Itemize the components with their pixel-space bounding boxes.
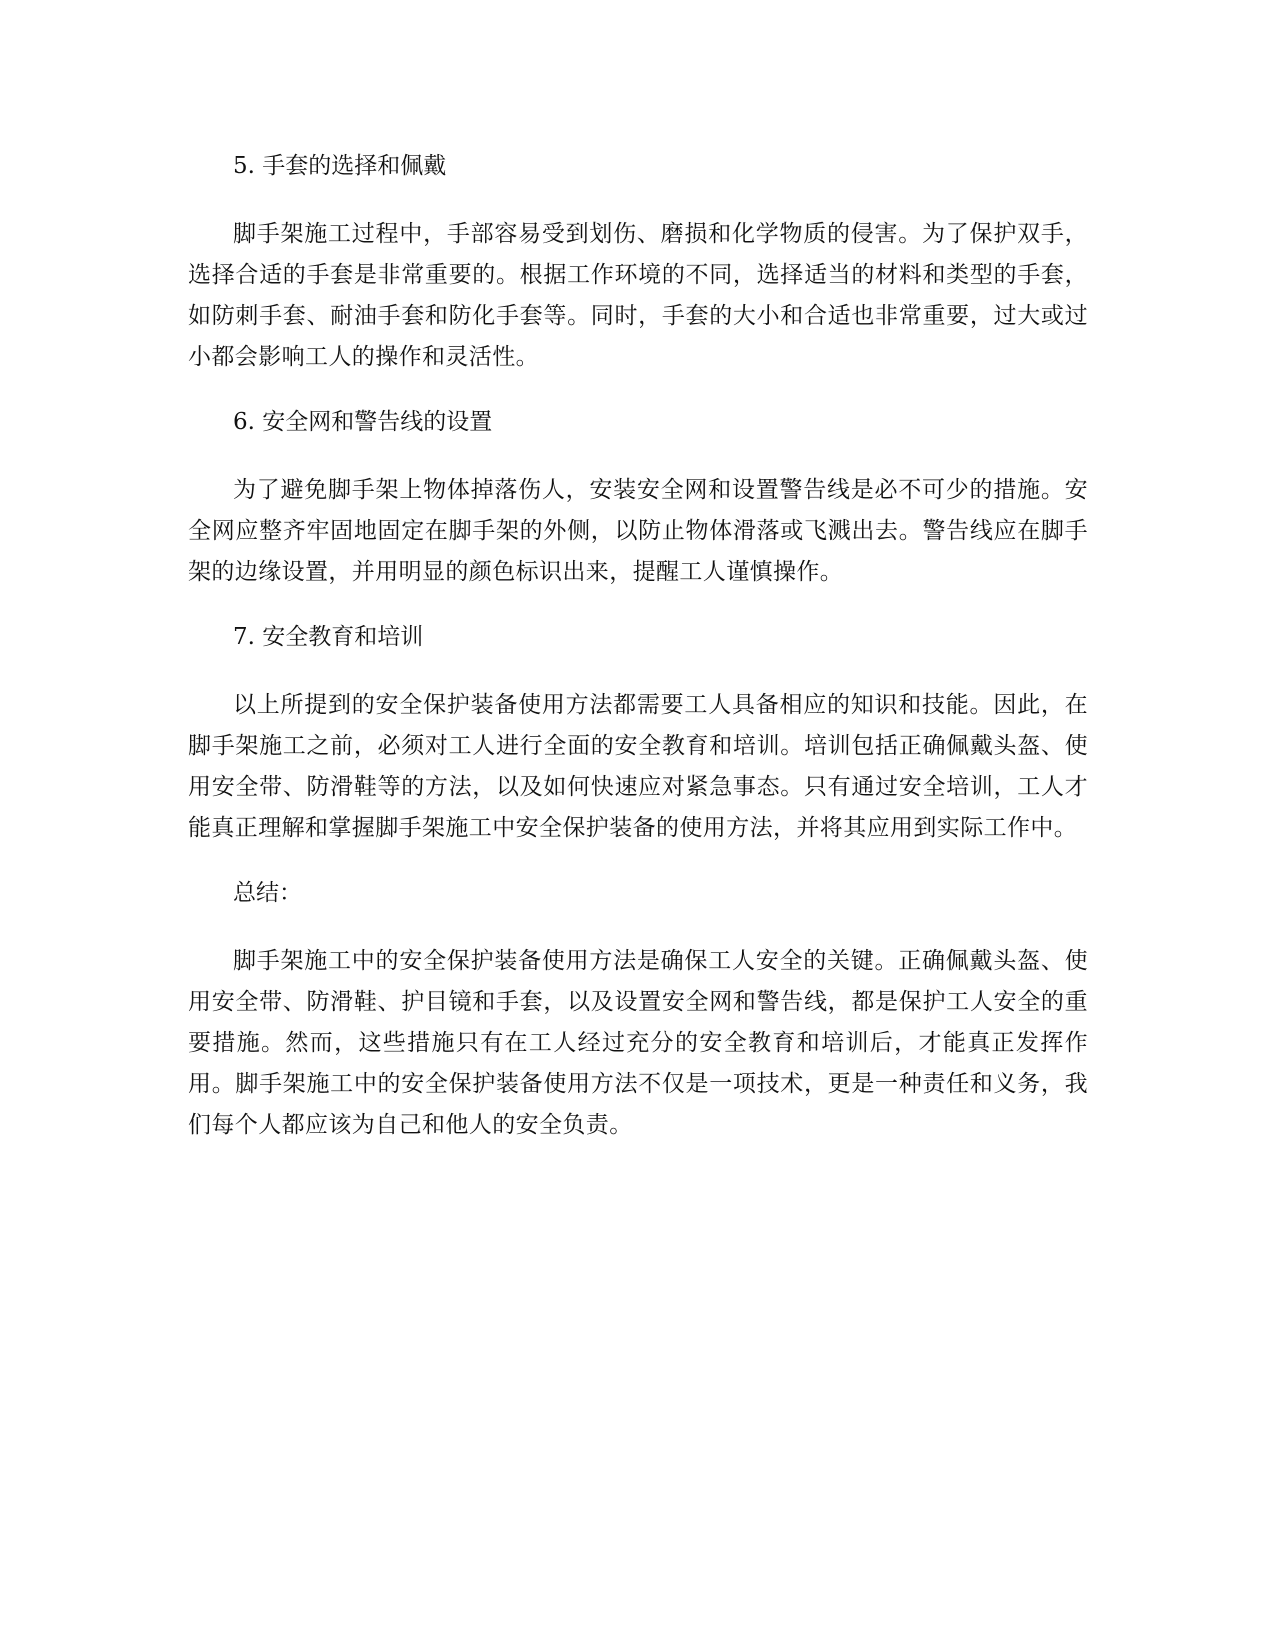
document-body bbox=[188, 146, 1088, 1170]
summary-paragraph: 脚手架施工中的安全保护装备使用方法是确保工人安全的关键。正确佩戴头盔、使用安全带、防滑鞋、护目镜和手套，以及设置安全网和警告线，都是保护工人安全的重要措施。然而，这些措施只有在工人经过充分的安全教育和培训后，才能真正发挥作用。脚手架施工中的安全保护装备使用方法不仅是一项技术，更是一种责任和义务，我们每个人都应该为自己和他人的安全负责。 bbox=[188, 948, 1088, 1138]
summary-heading: 总结： bbox=[233, 880, 302, 906]
section-heading-training: 7. 安全教育和培训 bbox=[233, 624, 424, 650]
section-heading-gloves: 5. 手套的选择和佩戴 bbox=[233, 153, 447, 179]
section-paragraph-safety-net: 为了避免脚手架上物体掉落伤人，安装安全网和设置警告线是必不可少的措施。安全网应整齐牢固地固定在脚手架的外侧，以防止物体滑落或飞溅出去。警告线应在脚手架的边缘设置，并用明显的颜色标识出来，提醒工人谨慎操作。 bbox=[188, 477, 1088, 585]
section-paragraph-gloves: 脚手架施工过程中，手部容易受到划伤、磨损和化学物质的侵害。为了保护双手，选择合适的手套是非常重要的。根据工作环境的不同，选择适当的材料和类型的手套，如防刺手套、耐油手套和防化手套等。同时，手套的大小和合适也非常重要，过大或过小都会影响工人的操作和灵活性。 bbox=[188, 221, 1088, 370]
section-heading-safety-net: 6. 安全网和警告线的设置 bbox=[233, 409, 493, 435]
section-paragraph-training: 以上所提到的安全保护装备使用方法都需要工人具备相应的知识和技能。因此，在脚手架施工之前，必须对工人进行全面的安全教育和培训。培训包括正确佩戴头盔、使用安全带、防滑鞋等的方法，以及如何快速应对紧急事态。只有通过安全培训，工人才能真正理解和掌握脚手架施工中安全保护装备的使用方法，并将其应用到实际工作中。 bbox=[188, 692, 1088, 841]
